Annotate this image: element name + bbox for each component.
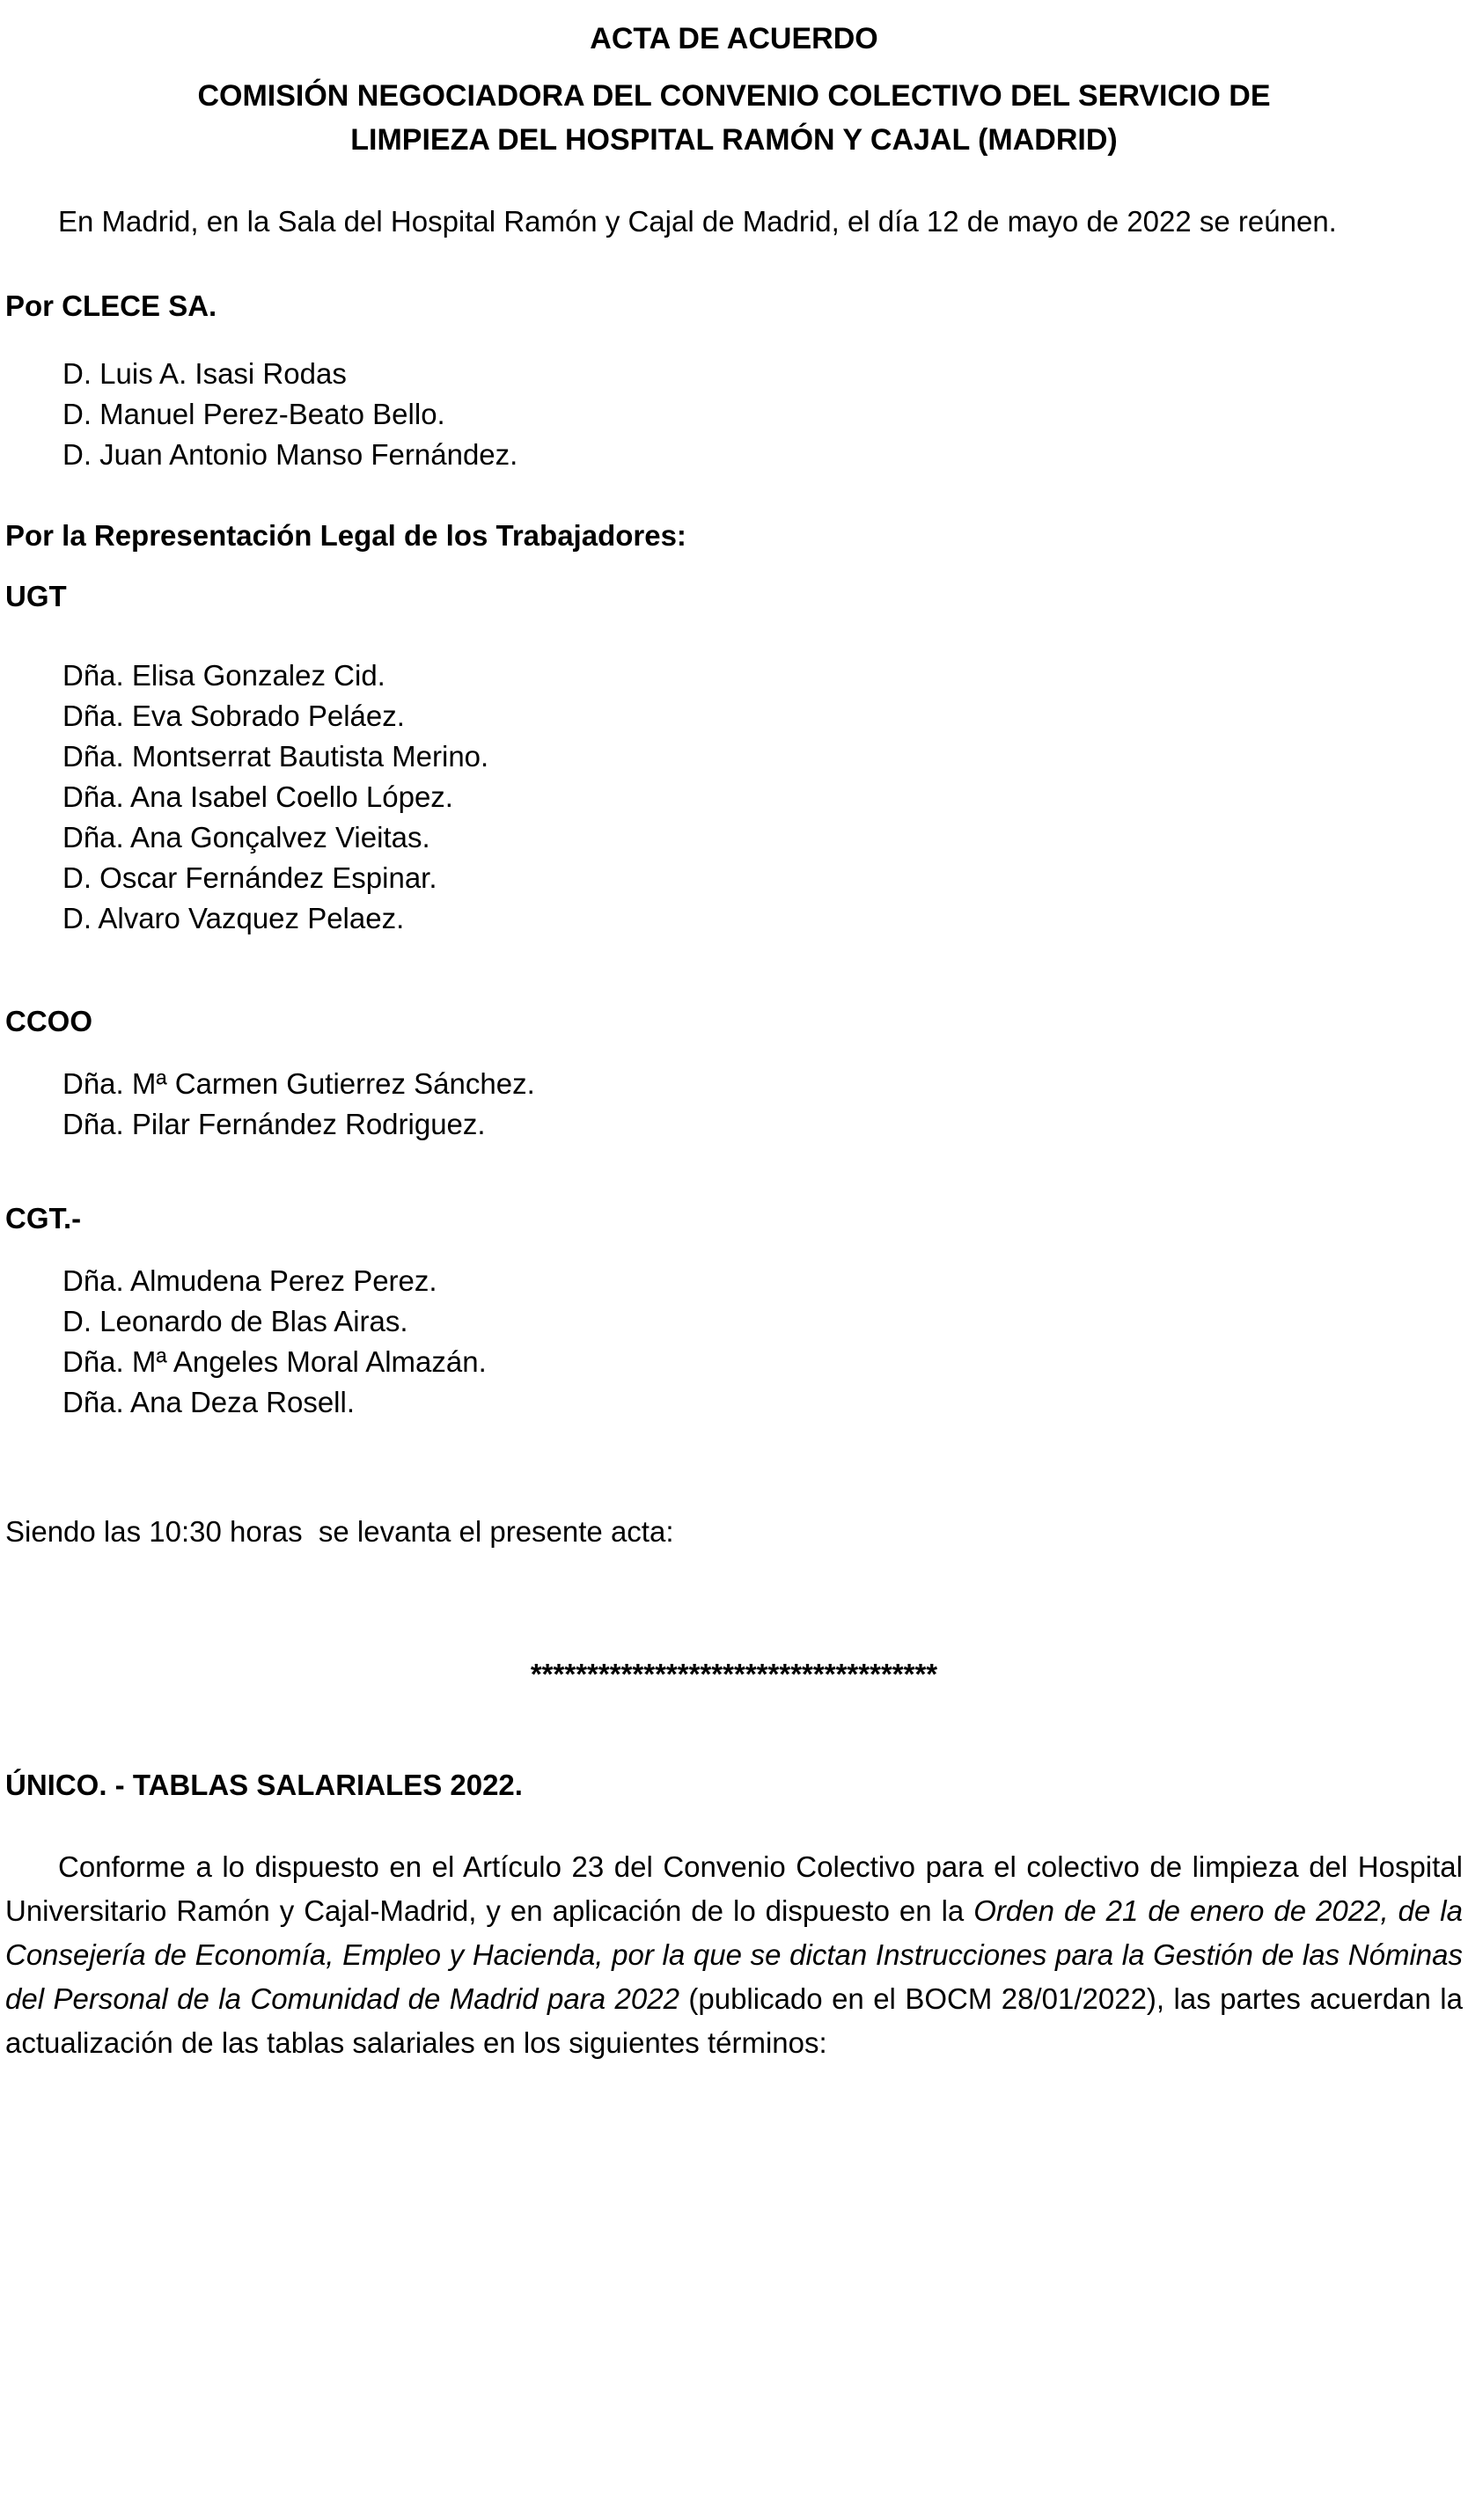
doc-title: ACTA DE ACUERDO: [590, 22, 878, 55]
ccoo-member-list: [5, 1064, 1463, 1145]
final-paragraph-text: (publicado en el BOCM 28/01/2022), las partes acuerdan la actualización de las tablas salariales en los siguientes términos:: [5, 1982, 1463, 2059]
ugt-member-list: [5, 656, 1463, 939]
member-name: D. Alvaro Vazquez Pelaez.: [62, 902, 405, 934]
member-name: Dña. Ana Isabel Coello López.: [62, 780, 453, 813]
clece-member-list: [5, 354, 1463, 475]
member-name: Dña. Elisa Gonzalez Cid.: [62, 659, 385, 692]
final-paragraph: [5, 1845, 1463, 2065]
asterisk-separator: ************************************: [530, 1658, 938, 1690]
clece-heading: Por CLECE SA.: [5, 289, 217, 322]
member-name: D. Oscar Fernández Espinar.: [62, 861, 437, 894]
cgt-heading: CGT.-: [5, 1202, 82, 1234]
closing-line: Siendo las 10:30 horas se levanta el presente acta:: [5, 1515, 674, 1548]
member-name: Dña. Mª Carmen Gutierrez Sánchez.: [62, 1067, 535, 1100]
ccoo-heading: CCOO: [5, 1005, 92, 1037]
doc-subtitle: COMISIÓN NEGOCIADORA DEL CONVENIO COLECTIVO DEL SERVICIO DE LIMPIEZA DEL HOSPITAL RAMÓN Y CAJAL (MADRID): [197, 79, 1271, 157]
member-name: Dña. Pilar Fernández Rodriguez.: [62, 1108, 486, 1140]
ugt-heading: UGT: [5, 580, 67, 612]
final-paragraph-citation: Orden de 21 de enero de 2022, de la Consejería de Economía, Empleo y Hacienda, por la que se dictan Instrucciones para la Gestión de las Nóminas del Personal de la Comunidad de Madrid para 2022: [5, 1894, 1463, 2015]
final-paragraph-text: Conforme a lo dispuesto en el Artículo 23 del Convenio Colectivo para el colectivo de limpieza del Hospital Universitario Ramón y Cajal-Madrid, y en aplicación de lo dispuesto en la: [5, 1850, 1463, 1927]
member-name: D. Luis A. Isasi Rodas: [62, 357, 347, 390]
cgt-member-list: [5, 1261, 1463, 1423]
unico-heading: ÚNICO. - TABLAS SALARIALES 2022.: [5, 1769, 523, 1801]
member-name: Dña. Montserrat Bautista Merino.: [62, 740, 489, 773]
member-name: D. Manuel Perez-Beato Bello.: [62, 398, 445, 430]
workers-representation-heading: Por la Representación Legal de los Trabajadores:: [5, 519, 686, 552]
member-name: Dña. Mª Angeles Moral Almazán.: [62, 1345, 487, 1378]
member-name: D. Juan Antonio Manso Fernández.: [62, 438, 518, 471]
member-name: D. Leonardo de Blas Airas.: [62, 1305, 408, 1337]
member-name: Dña. Ana Deza Rosell.: [62, 1386, 356, 1418]
member-name: Dña. Almudena Perez Perez.: [62, 1264, 437, 1297]
member-name: Dña. Eva Sobrado Peláez.: [62, 700, 405, 732]
intro-paragraph: En Madrid, en la Sala del Hospital Ramón y Cajal de Madrid, el día 12 de mayo de 2022 se reúnen.: [58, 205, 1337, 238]
member-name: Dña. Ana Gonçalvez Vieitas.: [62, 821, 430, 853]
